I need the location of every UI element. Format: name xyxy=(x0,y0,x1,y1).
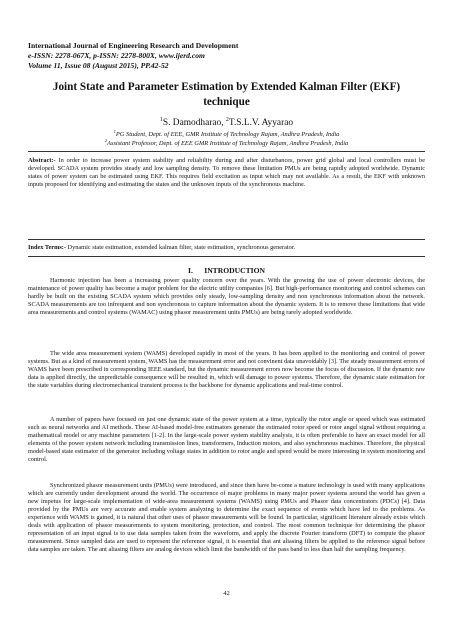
author-line xyxy=(40,114,413,129)
index-terms-text: Dynamic state estimation, extended kalman filter, state estimation, synchronous generator. xyxy=(65,244,296,251)
paragraph-4: Synchronized phasor measurement units (PMUs) were introduced, and since then have be-come a mature technology is used with many applications which are currently under development around the world. The occurrence of major problems in many major power systems around the world has given a new impetus for large-scale implementation of wide-area measurement systems (WAMS) using PMUs and Phasor data concentrators (PDCs) [4]. Data provided by the PMUs are very accurate and enable system analyzing to determine the exact sequence of events which have led to the problems. As experience with WAMS is gained, it is natural that other uses of phasor measurements will be found. In particular, significant literature already exists which deals with application of phasor measurements to system monitoring, protection, and control. The most common technique for determining the phasor representation of an input signal is to use data samples taken from the waveform, and apply the discrete Fourier transform (DFT) to compute the phasor measurement. Since sampled data are used to represent the reference signal, it is essential that ant aliasing filters be applied to the reference signal before data samples are taken. The ant aliasing filters are analog devices which limit the bandwidth of the pass band to less than half the sampling frequency. xyxy=(28,482,425,554)
affiliation-1-text: PG Student, Dept. of EEE, GMR Institute of Technology Rajam, Andhra Pradesh, India xyxy=(115,131,340,139)
section-number: I. xyxy=(187,266,193,275)
author1-affil-marker: 1 xyxy=(159,117,163,123)
paragraph-3: A number of papers have focused on just one dynamic state of the power system at a time, typically the rotor angle or speed which was estimated such as neural networks and AI methods. These AI-based model-free estimators generate the estimated rotor speed or rotor angel signal without requiring a mathematical model or any machine parameters [1-2]. In the large-scale power system stability analysis, it is often preferable to have an exact model for all elements of the power system network including transmission lines, transformers, Induction motors, and also synchronous machines. Therefore, the physical model-based state estimator of the generator including voltage states in addition to rotor angle and speed would be more interesting in system monitoring and control. xyxy=(28,416,425,464)
author2-affil-marker: 2 xyxy=(225,117,229,123)
abstract-top-rule xyxy=(28,151,425,152)
author1-name: S. Damodharao, xyxy=(162,118,226,129)
section-heading xyxy=(28,266,425,276)
index-terms-top-rule xyxy=(28,239,425,240)
section-title: INTRODUCTION xyxy=(204,266,265,275)
journal-volume: Volume 11, Issue 08 (August 2015), PP.42-52 xyxy=(28,61,169,70)
journal-name: International Journal of Engineering Research and Development xyxy=(28,41,239,50)
affiliation-1-marker: 1 xyxy=(113,129,116,134)
index-terms-label: Index Terms:- xyxy=(28,244,66,251)
affiliation-2-marker: 2 xyxy=(104,138,108,143)
abstract xyxy=(28,157,425,190)
index-terms-bottom-rule xyxy=(28,256,425,257)
affiliation-2-text: Assistant Professor, Dept. of EEE GMR Institute of Technology Rajam, Andhra Pradesh, India xyxy=(107,140,349,148)
author2-name: T.S.L.V. Ayyarao xyxy=(228,118,294,129)
index-terms xyxy=(28,244,425,252)
abstract-label: Abstract:- xyxy=(28,157,56,164)
paper-title: Joint State and Parameter Estimation by Extended Kalman Filter (EKF) technique xyxy=(52,81,401,108)
page-number: 42 xyxy=(223,590,230,597)
affiliation-2 xyxy=(30,137,423,149)
abstract-text: In order to increase power system stability and reliability during and after disturbances, power grid global and local controllers must be developed. SCADA system provides steady and low sampling density. To remove these limitation PMUs are being rapidly adopted worldwide. Dynamic states of power system can be estimated using EKF. This requires field excitation as input which may not available. As a result, the EKF with unknown inputs proposed for identifying and estimating the states and the unknown inputs of the synchronous machine. xyxy=(28,157,425,189)
paragraph-1: Harmonic injection has been a increasing power quality concern over the years. With the growing the use of power electronic devices, the maintenance of power quality has become a major problem for the electric utility companies [6]. But high-performance monitoring and control schemes can hardly be built on the existing SCADA system which provides only steady, low-sampling density and non synchronous information about the network. SCADA measurements are too infrequent and non synchronous to capture information about the dynamic system. It is to remove these limitations that wide area measurements and control systems (WAMAC) using phasor measurement units PMUs) are being rarely adopted worldwide. xyxy=(28,277,425,317)
paragraph-2: The wide area measurement system (WAMS) developed rapidly in most of the years. It has been applied to the monitoring and control of power systems. But as a kind of measurement system, WAMS has the measurement error and not convinent data unavoidably [3]. The steady measurement errors of WAMS have been prescribed in corresponding IEEE standard, but the dynamic measurement errors now become the focus of discussion. If the dynamic raw data is applied directly, the unpredictable consequence will be resulted in, which will damage to power systems. Therefore, the dynamic state estimation for the state variables during electromechanical transient process is the backbone for dynamic applications and real-time control. xyxy=(28,350,425,390)
journal-issn: e-ISSN: 2278-067X, p-ISSN: 2278-800X, www.ijerd.com xyxy=(28,51,205,60)
